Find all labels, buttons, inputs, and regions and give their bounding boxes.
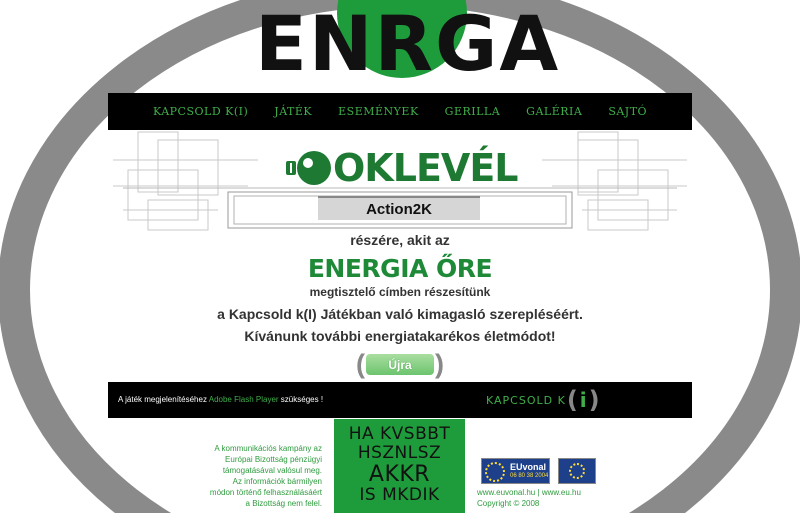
euvonal-title: EUvonal (510, 462, 547, 472)
disclaimer-line: Az információk bármilyen (232, 477, 322, 486)
player-name: Action2K (318, 196, 480, 220)
bracket-left-icon: ( (356, 349, 365, 379)
logo-i: i (579, 388, 588, 412)
copyright: Copyright © 2008 (477, 499, 540, 508)
nav-item-esemenyek[interactable]: ESEMÉNYEK (338, 105, 419, 118)
bracket-right-icon: ) (435, 349, 444, 379)
link-separator: | (537, 488, 540, 497)
eu-badges (481, 458, 596, 484)
nav-item-gerilla[interactable]: GERILLA (444, 105, 501, 118)
disclaimer-line: a Bizottság nem felel. (245, 499, 322, 508)
euvonal-link[interactable]: www.euvonal.hu (477, 488, 536, 497)
kapcsold-logo-text: KAPCSOLD K (486, 393, 566, 407)
award-title: ENERGIA ŐRE (307, 254, 493, 283)
paren-right-icon: ) (588, 386, 601, 414)
slogan-box (334, 419, 465, 513)
flash-notice (118, 395, 323, 404)
eu-links (477, 488, 581, 497)
main-nav (108, 93, 692, 130)
logo-text: ENRGA (255, 0, 561, 88)
eu-disclaimer (160, 443, 322, 509)
certificate-line-3: a Kapcsold k(I) Játékban való kimagasló szerepléséért. (217, 306, 583, 322)
certificate-line-4: Kívánunk további energiatakarékos életmódot! (244, 328, 556, 344)
nav-item-jatek[interactable]: JÁTÉK (274, 105, 313, 118)
eu-link[interactable]: www.eu.hu (541, 488, 581, 497)
disclaimer-line: Európai Bizottság pénzügyi (225, 455, 322, 464)
certificate-line-2: megtisztelő címben részesítünk (309, 285, 491, 299)
nav-item-kapcsold[interactable]: KAPCSOLD K(I) (152, 105, 249, 118)
eu-stars-icon (485, 462, 505, 482)
disclaimer-line: támogatásával valósul meg. (222, 466, 322, 475)
retry-button[interactable]: Újra (366, 354, 434, 375)
disclaimer-line: módon történő felhasználásáért (209, 488, 322, 497)
nav-item-sajto[interactable]: SAJTÓ (608, 105, 648, 118)
nav-item-galeria[interactable]: GALÉRIA (526, 105, 583, 118)
retry-control (356, 349, 444, 379)
euvonal-badge[interactable] (481, 458, 550, 484)
slogan-line: AKKR (368, 462, 431, 487)
certificate-line-1: részére, akit az (350, 232, 450, 248)
bottom-bar (108, 382, 692, 418)
lightbulb-base-icon (286, 161, 296, 175)
slogan-line: HA KVSBBT (348, 424, 451, 444)
flash-notice-suffix: szükséges ! (280, 395, 324, 404)
certificate-panel (108, 130, 692, 382)
paren-left-icon: ( (566, 386, 579, 414)
disclaimer-line: A kommunikációs kampány az (214, 444, 322, 453)
euvonal-number: 06 80 38 2004 (510, 473, 549, 479)
lightbulb-icon (297, 151, 331, 185)
eu-flag[interactable] (558, 458, 596, 484)
certificate-heading: OKLEVÉL (286, 148, 518, 188)
slogan-line: IS MKDIK (359, 485, 440, 505)
kapcsold-logo[interactable] (486, 388, 602, 412)
flash-player-link[interactable]: Adobe Flash Player (208, 395, 279, 404)
slogan-line: HSZNLSZ (357, 443, 442, 463)
site-logo[interactable] (255, 0, 561, 92)
flash-notice-prefix: A játék megjelenítéséhez (118, 395, 207, 404)
eu-stars-icon (569, 463, 585, 479)
